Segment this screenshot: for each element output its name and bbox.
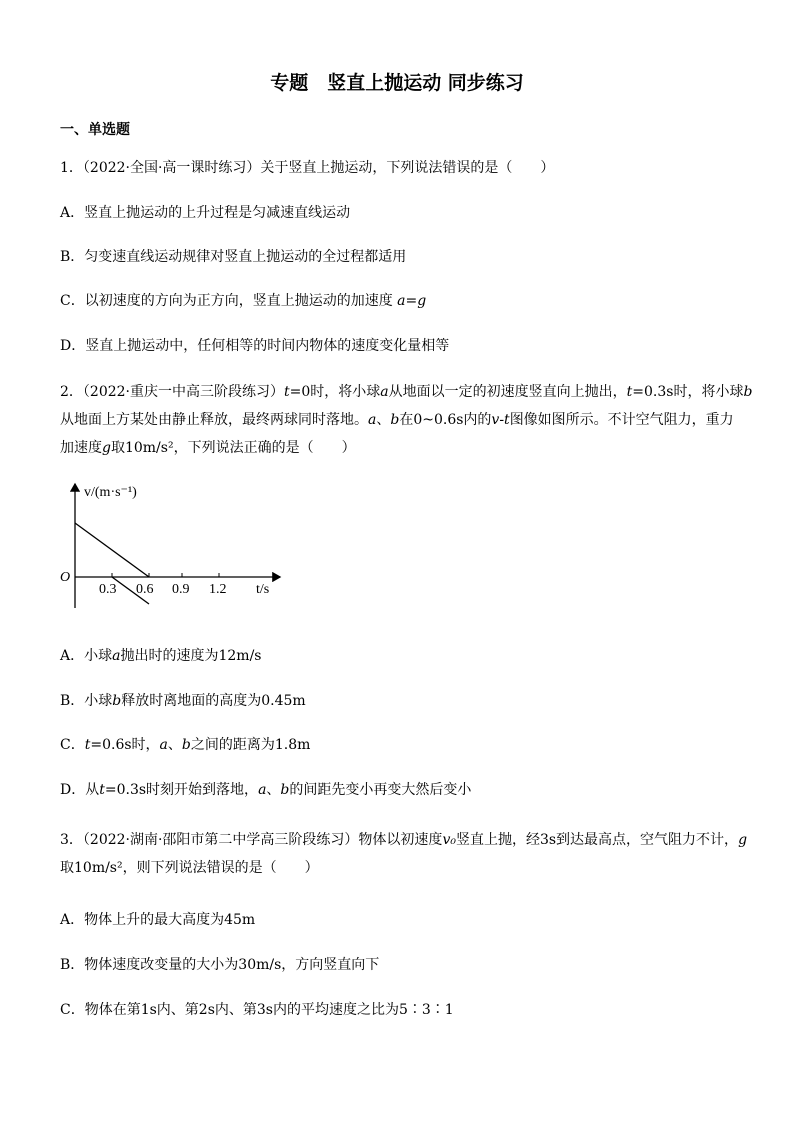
q2-stem: 2．（2022·重庆一中高三阶段练习）t=0时，将小球a从地面以一定的初速度竖直向上抛出，t=0.3s时，将小球b 从地面上方某处由静止释放，最终两球同时落地。a、b在0~0.6s内的v-t图像如图所示。不计空气阻力，重力 加速度g取10m/s²，下列说法正确的是（ ） bbox=[60, 384, 753, 456]
q2-option-d: D．从t=0.3s时刻开始到落地，a、b的间距先变小再变大然后变小 bbox=[60, 782, 472, 798]
q3-stem: 3．（2022·湖南·邵阳市第二中学高三阶段练习）物体以初速度v₀竖直上抛，经3s到达最高点，空气阻力不计，g 取10m/s²，则下列说法错误的是（ ） bbox=[60, 832, 748, 876]
q3-option-c: C．物体在第1s内、第2s内、第3s内的平均速度之比为5∶3∶1 bbox=[60, 1002, 454, 1018]
q1-option-b: B．匀变速直线运动规律对竖直上抛运动的全过程都适用 bbox=[60, 249, 407, 265]
q2-option-b: B．小球b释放时离地面的高度为0.45m bbox=[60, 693, 306, 709]
q2-option-c: C．t=0.6s时，a、b之间的距离为1.8m bbox=[60, 737, 311, 753]
x-axis-label: t/s bbox=[256, 582, 270, 597]
tick-label: 0.6 bbox=[136, 582, 154, 597]
tick-label: 0.9 bbox=[172, 582, 190, 597]
line-ball-a bbox=[75, 523, 149, 577]
q1-option-c: C．以初速度的方向为正方向，竖直上抛运动的加速度 a=g bbox=[60, 293, 427, 309]
vt-graph bbox=[58, 478, 288, 608]
q3-option-b: B．物体速度改变量的大小为30m/s，方向竖直向下 bbox=[60, 957, 380, 973]
page-title: 专题 竖直上抛运动 同步练习 bbox=[270, 72, 524, 94]
section-heading: 一、单选题 bbox=[60, 122, 130, 138]
origin-label: O bbox=[60, 570, 71, 585]
y-axis-label: v/(m·s⁻¹) bbox=[84, 485, 137, 500]
q1-stem: 1．（2022·全国·高一课时练习）关于竖直上抛运动，下列说法错误的是（ ） bbox=[60, 160, 555, 176]
q1-option-a: A．竖直上抛运动的上升过程是匀减速直线运动 bbox=[60, 205, 351, 221]
q3-option-a: A．物体上升的最大高度为45m bbox=[60, 912, 256, 928]
q2-option-a: A．小球a抛出时的速度为12m/s bbox=[60, 648, 262, 664]
tick-label: 0.3 bbox=[99, 582, 117, 597]
q1-option-d: D．竖直上抛运动中，任何相等的时间内物体的速度变化量相等 bbox=[60, 338, 450, 354]
tick-label: 1.2 bbox=[209, 582, 227, 597]
